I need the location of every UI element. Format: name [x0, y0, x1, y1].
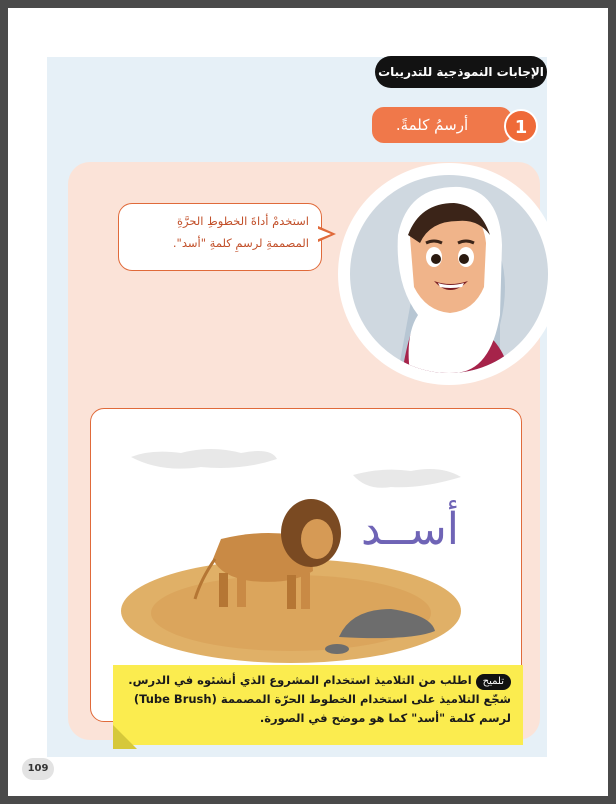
cloud-illustration: [131, 449, 461, 488]
note-fold: [113, 725, 137, 749]
speech-line-1: استخدمْ أداةَ الخطوطِ الحرَّةِ: [176, 214, 309, 228]
speech-line-2: المصممةِ لرسمِ كلمةِ "أسد".: [172, 236, 309, 250]
hint-text: اطلب من التلاميذ استخدام المشروع الذي أنشئوه في الدرس. شجّع التلاميذ على استخدام الخطوط الحرّة المصممة (Tube Brush) لرسم كلمة "أسد" كما هو موضح في الصورة.: [128, 673, 511, 725]
section-title: الإجابات النموذجية للتدريبات: [375, 56, 547, 88]
activity-title: [372, 107, 512, 143]
hint-badge: تلميح: [476, 674, 511, 690]
lion-word: أســد: [361, 504, 459, 555]
page-number: 109: [22, 758, 54, 780]
girl-avatar-svg: [350, 175, 548, 373]
girl-avatar-illustration: [350, 175, 548, 373]
activity-number: 1: [504, 109, 538, 143]
activity-title-text: أرسمُ كلمةً.: [395, 116, 469, 134]
speech-bubble: [118, 203, 322, 271]
speech-bubble-tail-inner: [316, 228, 331, 240]
hint-note: [113, 665, 523, 745]
